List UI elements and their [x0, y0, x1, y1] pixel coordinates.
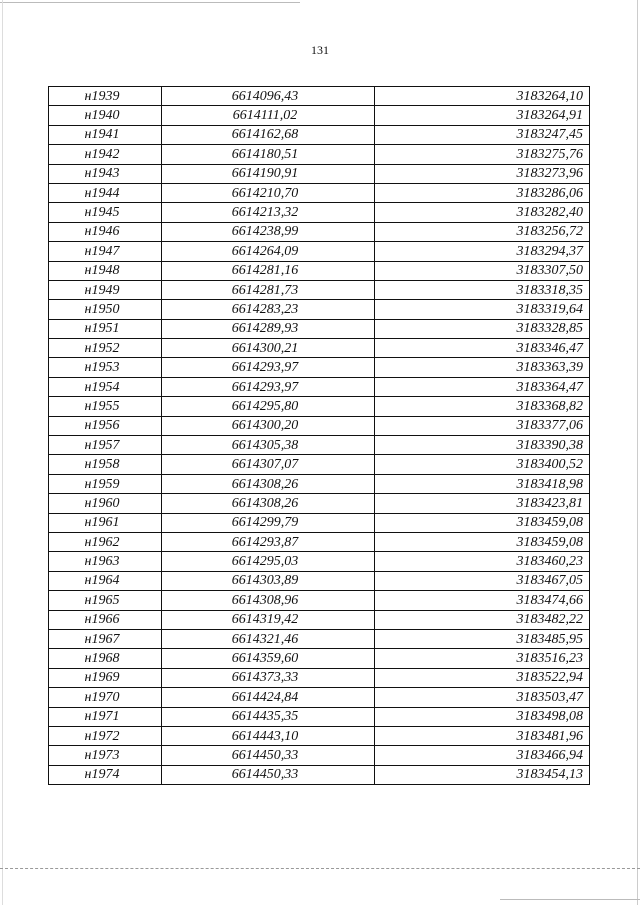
table-row: [49, 513, 590, 532]
x-coordinate-cell: 6614424,84: [162, 688, 375, 707]
x-coordinate-cell: 6614293,87: [162, 532, 375, 551]
x-coordinate-cell: 6614295,80: [162, 397, 375, 416]
y-coordinate-cell: 3183467,05: [375, 571, 590, 590]
point-id-cell: н1957: [49, 436, 162, 455]
x-coordinate-cell: 6614293,97: [162, 377, 375, 396]
point-id-cell: н1972: [49, 726, 162, 745]
point-id-cell: н1970: [49, 688, 162, 707]
table-row: [49, 436, 590, 455]
point-id-cell: н1943: [49, 164, 162, 183]
y-coordinate-cell: 3183482,22: [375, 610, 590, 629]
x-coordinate-cell: 6614303,89: [162, 571, 375, 590]
y-coordinate-cell: 3183294,37: [375, 242, 590, 261]
x-coordinate-cell: 6614308,26: [162, 494, 375, 513]
table-row: [49, 87, 590, 106]
x-coordinate-cell: 6614435,35: [162, 707, 375, 726]
table-row: [49, 106, 590, 125]
y-coordinate-cell: 3183275,76: [375, 145, 590, 164]
table-row: [49, 494, 590, 513]
y-coordinate-cell: 3183485,95: [375, 629, 590, 648]
y-coordinate-cell: 3183423,81: [375, 494, 590, 513]
table-row: [49, 242, 590, 261]
y-coordinate-cell: 3183319,64: [375, 300, 590, 319]
x-coordinate-cell: 6614281,73: [162, 280, 375, 299]
y-coordinate-cell: 3183418,98: [375, 474, 590, 493]
point-id-cell: н1968: [49, 649, 162, 668]
x-coordinate-cell: 6614299,79: [162, 513, 375, 532]
point-id-cell: н1945: [49, 203, 162, 222]
point-id-cell: н1958: [49, 455, 162, 474]
y-coordinate-cell: 3183481,96: [375, 726, 590, 745]
point-id-cell: н1973: [49, 746, 162, 765]
x-coordinate-cell: 6614162,68: [162, 125, 375, 144]
x-coordinate-cell: 6614283,23: [162, 300, 375, 319]
table-row: [49, 319, 590, 338]
x-coordinate-cell: 6614450,33: [162, 746, 375, 765]
table-row: [49, 474, 590, 493]
x-coordinate-cell: 6614307,07: [162, 455, 375, 474]
x-coordinate-cell: 6614264,09: [162, 242, 375, 261]
point-id-cell: н1953: [49, 358, 162, 377]
y-coordinate-cell: 3183459,08: [375, 513, 590, 532]
x-coordinate-cell: 6614180,51: [162, 145, 375, 164]
table-row: [49, 125, 590, 144]
x-coordinate-cell: 6614443,10: [162, 726, 375, 745]
y-coordinate-cell: 3183522,94: [375, 668, 590, 687]
y-coordinate-cell: 3183264,10: [375, 87, 590, 106]
y-coordinate-cell: 3183346,47: [375, 339, 590, 358]
table-row: [49, 552, 590, 571]
table-row: [49, 765, 590, 784]
x-coordinate-cell: 6614300,20: [162, 416, 375, 435]
point-id-cell: н1955: [49, 397, 162, 416]
point-id-cell: н1959: [49, 474, 162, 493]
x-coordinate-cell: 6614111,02: [162, 106, 375, 125]
y-coordinate-cell: 3183368,82: [375, 397, 590, 416]
y-coordinate-cell: 3183318,35: [375, 280, 590, 299]
point-id-cell: н1948: [49, 261, 162, 280]
table-row: [49, 707, 590, 726]
x-coordinate-cell: 6614213,32: [162, 203, 375, 222]
table-row: [49, 145, 590, 164]
table-row: [49, 610, 590, 629]
y-coordinate-cell: 3183364,47: [375, 377, 590, 396]
point-id-cell: н1951: [49, 319, 162, 338]
x-coordinate-cell: 6614359,60: [162, 649, 375, 668]
x-coordinate-cell: 6614305,38: [162, 436, 375, 455]
y-coordinate-cell: 3183282,40: [375, 203, 590, 222]
y-coordinate-cell: 3183328,85: [375, 319, 590, 338]
scan-edge-bottom-right: [500, 899, 640, 900]
table-row: [49, 203, 590, 222]
point-id-cell: н1946: [49, 222, 162, 241]
point-id-cell: н1961: [49, 513, 162, 532]
x-coordinate-cell: 6614293,97: [162, 358, 375, 377]
point-id-cell: н1967: [49, 629, 162, 648]
coordinates-table: [48, 86, 590, 785]
scan-edge-bottom: [0, 868, 640, 869]
point-id-cell: н1944: [49, 183, 162, 202]
y-coordinate-cell: 3183273,96: [375, 164, 590, 183]
table-row: [49, 416, 590, 435]
y-coordinate-cell: 3183400,52: [375, 455, 590, 474]
scan-edge-left: [2, 0, 3, 905]
table-row: [49, 261, 590, 280]
table-row: [49, 339, 590, 358]
table-row: [49, 164, 590, 183]
y-coordinate-cell: 3183498,08: [375, 707, 590, 726]
table-row: [49, 571, 590, 590]
x-coordinate-cell: 6614308,96: [162, 591, 375, 610]
point-id-cell: н1965: [49, 591, 162, 610]
table-row: [49, 358, 590, 377]
page-number: 131: [311, 43, 329, 57]
point-id-cell: н1949: [49, 280, 162, 299]
table-row: [49, 397, 590, 416]
y-coordinate-cell: 3183466,94: [375, 746, 590, 765]
y-coordinate-cell: 3183307,50: [375, 261, 590, 280]
scan-edge-top: [0, 2, 300, 3]
x-coordinate-cell: 6614308,26: [162, 474, 375, 493]
table-row: [49, 629, 590, 648]
x-coordinate-cell: 6614210,70: [162, 183, 375, 202]
x-coordinate-cell: 6614295,03: [162, 552, 375, 571]
table-row: [49, 591, 590, 610]
table-row: [49, 300, 590, 319]
x-coordinate-cell: 6614096,43: [162, 87, 375, 106]
table-row: [49, 688, 590, 707]
y-coordinate-cell: 3183363,39: [375, 358, 590, 377]
x-coordinate-cell: 6614238,99: [162, 222, 375, 241]
point-id-cell: н1954: [49, 377, 162, 396]
table-row: [49, 649, 590, 668]
point-id-cell: н1940: [49, 106, 162, 125]
point-id-cell: н1974: [49, 765, 162, 784]
y-coordinate-cell: 3183256,72: [375, 222, 590, 241]
point-id-cell: н1956: [49, 416, 162, 435]
y-coordinate-cell: 3183474,66: [375, 591, 590, 610]
table-row: [49, 726, 590, 745]
point-id-cell: н1963: [49, 552, 162, 571]
point-id-cell: н1971: [49, 707, 162, 726]
x-coordinate-cell: 6614450,33: [162, 765, 375, 784]
table-row: [49, 455, 590, 474]
y-coordinate-cell: 3183264,91: [375, 106, 590, 125]
table-row: [49, 183, 590, 202]
table-row: [49, 280, 590, 299]
scan-edge-right: [637, 0, 638, 905]
point-id-cell: н1969: [49, 668, 162, 687]
coordinates-table-body: [49, 87, 590, 785]
point-id-cell: н1942: [49, 145, 162, 164]
point-id-cell: н1966: [49, 610, 162, 629]
y-coordinate-cell: 3183460,23: [375, 552, 590, 571]
y-coordinate-cell: 3183516,23: [375, 649, 590, 668]
x-coordinate-cell: 6614300,21: [162, 339, 375, 358]
point-id-cell: н1939: [49, 87, 162, 106]
x-coordinate-cell: 6614319,42: [162, 610, 375, 629]
x-coordinate-cell: 6614321,46: [162, 629, 375, 648]
y-coordinate-cell: 3183390,38: [375, 436, 590, 455]
y-coordinate-cell: 3183503,47: [375, 688, 590, 707]
x-coordinate-cell: 6614373,33: [162, 668, 375, 687]
point-id-cell: н1950: [49, 300, 162, 319]
table-row: [49, 746, 590, 765]
table-row: [49, 222, 590, 241]
table-row: [49, 532, 590, 551]
point-id-cell: н1941: [49, 125, 162, 144]
table-row: [49, 668, 590, 687]
point-id-cell: н1947: [49, 242, 162, 261]
y-coordinate-cell: 3183286,06: [375, 183, 590, 202]
x-coordinate-cell: 6614289,93: [162, 319, 375, 338]
point-id-cell: н1960: [49, 494, 162, 513]
point-id-cell: н1952: [49, 339, 162, 358]
point-id-cell: н1964: [49, 571, 162, 590]
x-coordinate-cell: 6614190,91: [162, 164, 375, 183]
point-id-cell: н1962: [49, 532, 162, 551]
y-coordinate-cell: 3183454,13: [375, 765, 590, 784]
y-coordinate-cell: 3183377,06: [375, 416, 590, 435]
x-coordinate-cell: 6614281,16: [162, 261, 375, 280]
y-coordinate-cell: 3183459,08: [375, 532, 590, 551]
y-coordinate-cell: 3183247,45: [375, 125, 590, 144]
table-row: [49, 377, 590, 396]
